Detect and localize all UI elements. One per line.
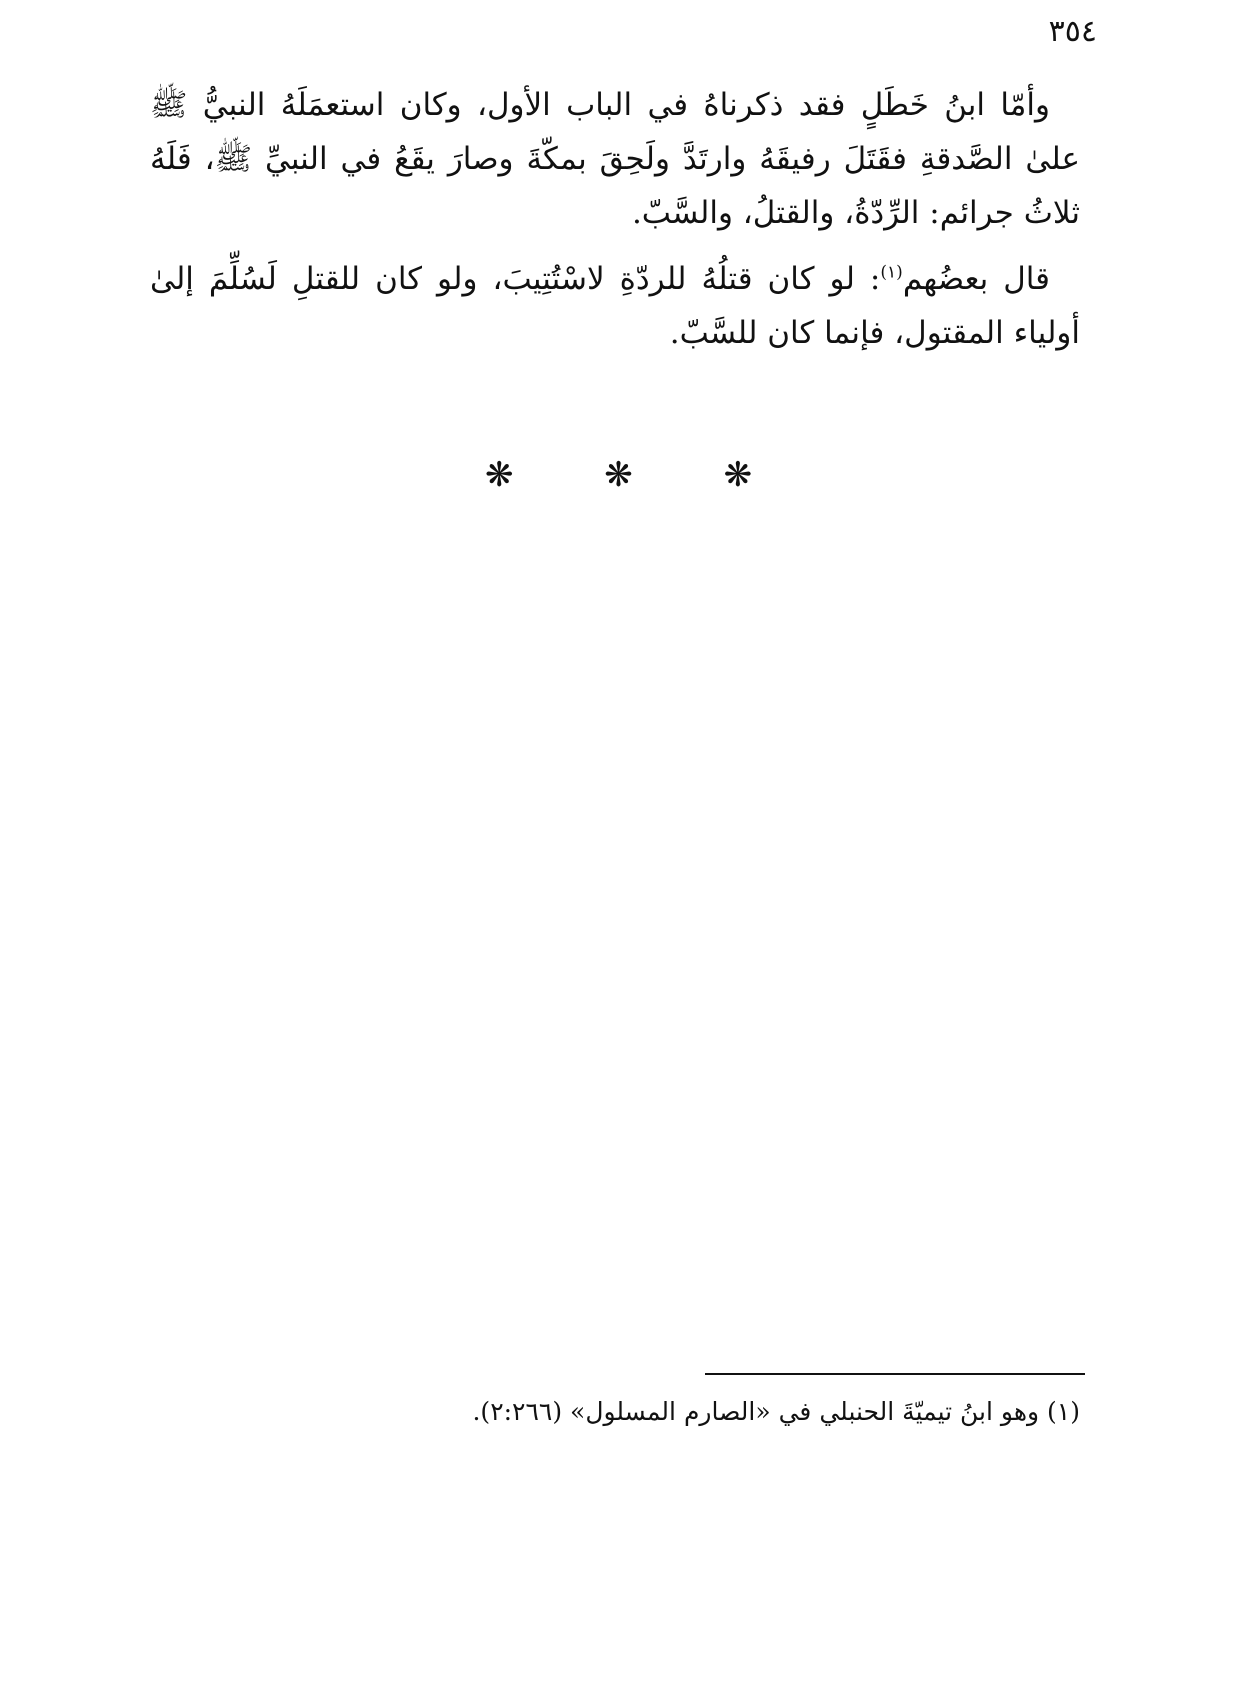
section-separator xyxy=(0,455,1237,495)
footnote-text: (١) وهو ابنُ تيميّةَ الحنبلي في «الصارم المسلول» (٢:٢٦٦). xyxy=(472,1397,1080,1426)
footnote xyxy=(150,1392,1080,1432)
page-number: ٣٥٤ xyxy=(1048,14,1097,49)
body-text xyxy=(150,78,1080,372)
paragraph xyxy=(150,78,1080,240)
footnote-reference[interactable]: (١) xyxy=(880,262,903,283)
asterism-icon: ❋ xyxy=(484,455,514,495)
asterism-icon: ❋ xyxy=(604,455,633,495)
paragraph xyxy=(150,252,1080,360)
paragraph-text: وأمّا ابنُ خَطَلٍ فقد ذكرناهُ في الباب الأول، وكان استعمَلَهُ النبيُّ ﷺ علىٰ الصَّدقةِ فقَتَلَ رفيقَهُ وارتَدَّ ولَحِقَ بمكّةَ وصارَ يقَعُ في النبيِّ ﷺ، فَلَهُ ثلاثُ جرائم: الرِّدّةُ، والقتلُ، والسَّبّ. xyxy=(150,87,1080,231)
paragraph-text: : لو كان قتلُهُ للردّةِ لاسْتُتِيبَ، ولو كان للقتلِ لَسُلِّمَ إلىٰ أولياء المقتول، فإنما كان للسَّبّ. xyxy=(150,261,1080,351)
paragraph-text: قال بعضُهم xyxy=(902,261,1050,297)
asterism-icon: ❋ xyxy=(723,455,753,495)
footnote-divider xyxy=(705,1373,1085,1375)
